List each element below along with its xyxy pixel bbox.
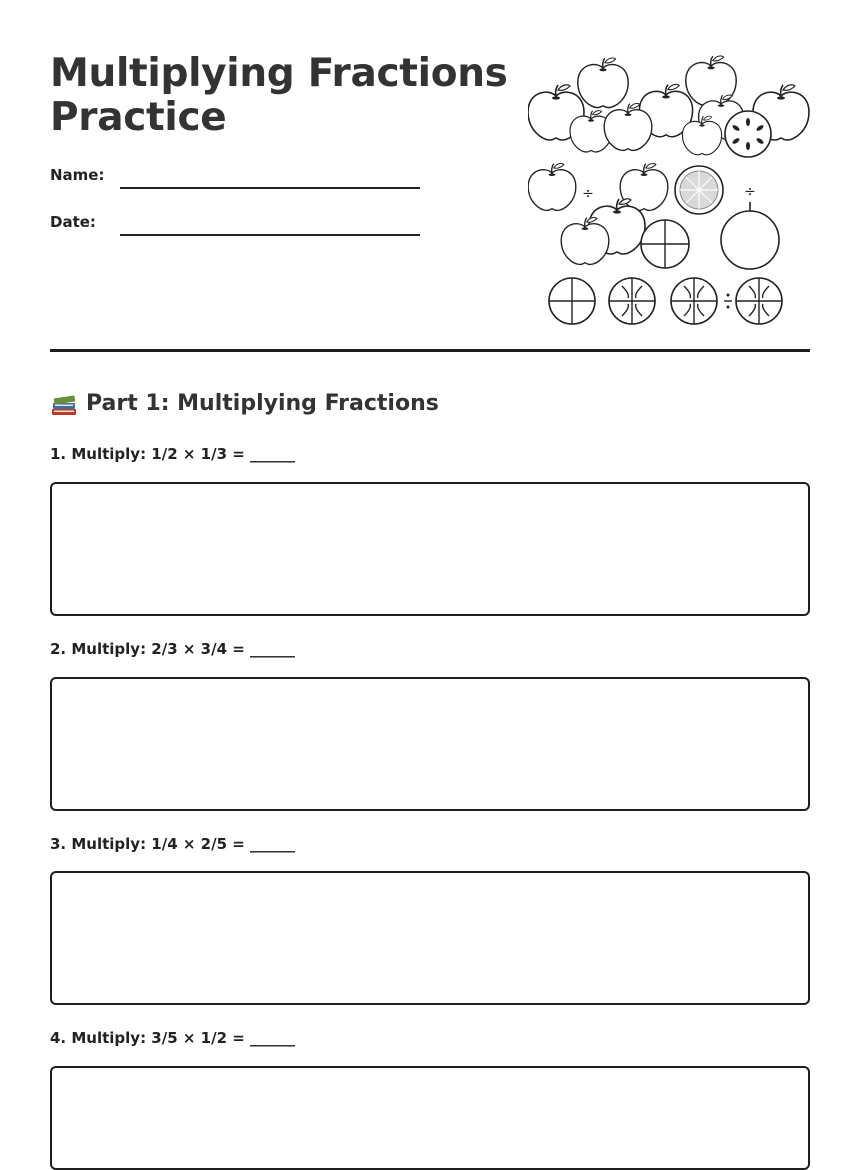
- svg-text:÷: ÷: [744, 184, 756, 200]
- answer-box-1[interactable]: [50, 482, 810, 616]
- answer-box-3[interactable]: [50, 871, 810, 1005]
- fraction-circle-row: [549, 278, 782, 324]
- answer-box-4[interactable]: [50, 1066, 810, 1170]
- books-icon: [50, 391, 78, 417]
- question-2: 2. Multiply: 2/3 × 3/4 = ______: [50, 640, 296, 658]
- header-divider: [50, 349, 810, 352]
- apples-illustration: [528, 50, 810, 330]
- question-4: 4. Multiply: 3/5 × 1/2 = ______: [50, 1029, 296, 1047]
- orange-slice-icon: [675, 166, 723, 214]
- sliced-apple-icon: [725, 111, 771, 157]
- svg-text:÷: ÷: [582, 186, 594, 202]
- title-line-1: Multiplying Fractions: [50, 51, 508, 96]
- fraction-circle-icon: [641, 220, 689, 268]
- part1-heading-text: Part 1: Multiplying Fractions: [86, 391, 439, 416]
- plain-apple-icon: [721, 202, 779, 269]
- date-label: Date:: [50, 213, 96, 231]
- title-line-2: Practice: [50, 95, 227, 140]
- name-label: Name:: [50, 166, 105, 184]
- answer-box-2[interactable]: [50, 677, 810, 811]
- part1-heading: [50, 388, 439, 420]
- name-field[interactable]: [120, 187, 420, 189]
- apples-and-fraction-circles-icon: [528, 50, 810, 330]
- worksheet-title: [50, 52, 508, 140]
- date-field[interactable]: [120, 234, 420, 236]
- question-1: 1. Multiply: 1/2 × 1/3 = ______: [50, 445, 296, 463]
- question-3: 3. Multiply: 1/4 × 2/5 = ______: [50, 835, 296, 853]
